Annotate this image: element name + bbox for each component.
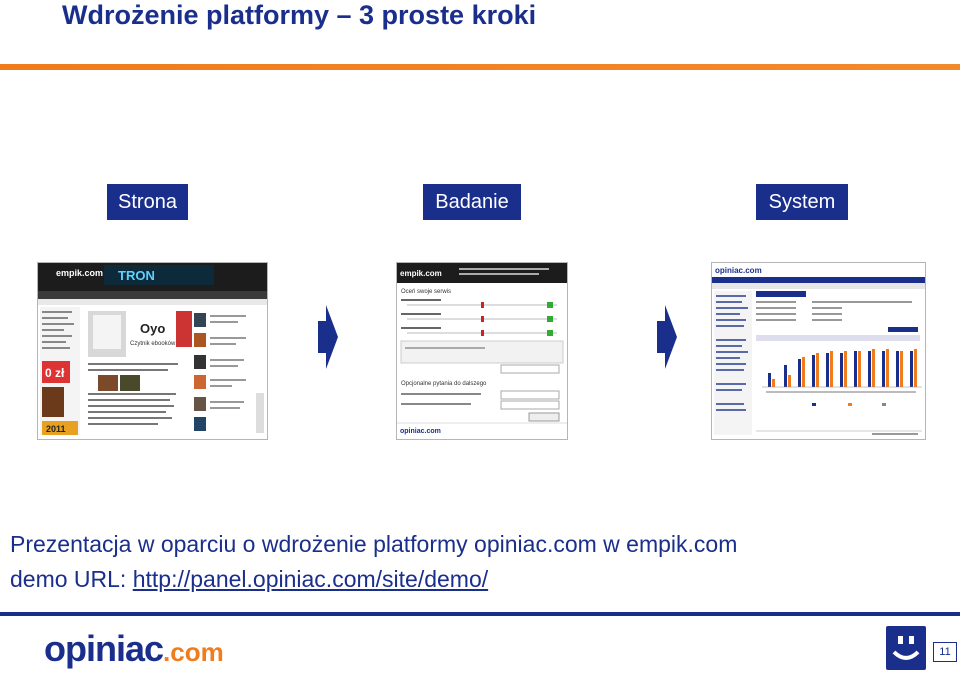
survey-form-illustration bbox=[397, 263, 567, 439]
logo-main: opiniac bbox=[44, 628, 164, 669]
step-label-strona: Strona bbox=[107, 184, 188, 220]
survey-empik-logo: empik.com bbox=[400, 269, 442, 278]
oyo-promo-sub: Czytnik ebooków bbox=[130, 341, 176, 347]
dashboard-illustration bbox=[712, 263, 925, 439]
smiley-logo-icon bbox=[886, 626, 926, 670]
demo-url-label: demo URL: bbox=[10, 566, 133, 592]
step-label-system: System bbox=[756, 184, 848, 220]
page-number: 11 bbox=[933, 642, 957, 662]
survey-section-2: Opcjonalne pytania do dalszego bbox=[401, 381, 487, 387]
opiniac-logo bbox=[44, 628, 224, 670]
empik-logo: empik.com bbox=[56, 268, 104, 278]
screenshot-strona bbox=[37, 262, 268, 440]
dashboard-logo: opiniac.com bbox=[715, 266, 762, 275]
oyo-promo: Oyo bbox=[140, 321, 166, 336]
tron-banner: TRON bbox=[118, 268, 155, 283]
arrow-right-icon bbox=[657, 305, 677, 369]
caption-line-1: Prezentacja w oparciu o wdrożenie platformy opiniac.com w empik.com bbox=[10, 531, 738, 557]
logo-suffix: .com bbox=[163, 637, 224, 667]
svg-text:0 zł: 0 zł bbox=[45, 366, 65, 380]
screenshot-system bbox=[711, 262, 926, 440]
demo-url-link[interactable]: http://panel.opiniac.com/site/demo/ bbox=[132, 566, 489, 592]
screenshot-badanie bbox=[396, 262, 568, 440]
survey-section-1: Oceń swoje serwis bbox=[401, 289, 452, 295]
slide-title: Wdrożenie platformy – 3 proste kroki bbox=[62, 0, 537, 30]
arrow-right-icon bbox=[318, 305, 338, 369]
year-badge: 2011 bbox=[46, 424, 66, 434]
survey-footer-logo: opiniac.com bbox=[400, 428, 441, 435]
store-page-illustration bbox=[38, 263, 267, 439]
title-divider bbox=[0, 64, 960, 70]
caption-line-2 bbox=[10, 566, 488, 593]
step-label-badanie: Badanie bbox=[423, 184, 521, 220]
footer-divider bbox=[0, 612, 960, 616]
